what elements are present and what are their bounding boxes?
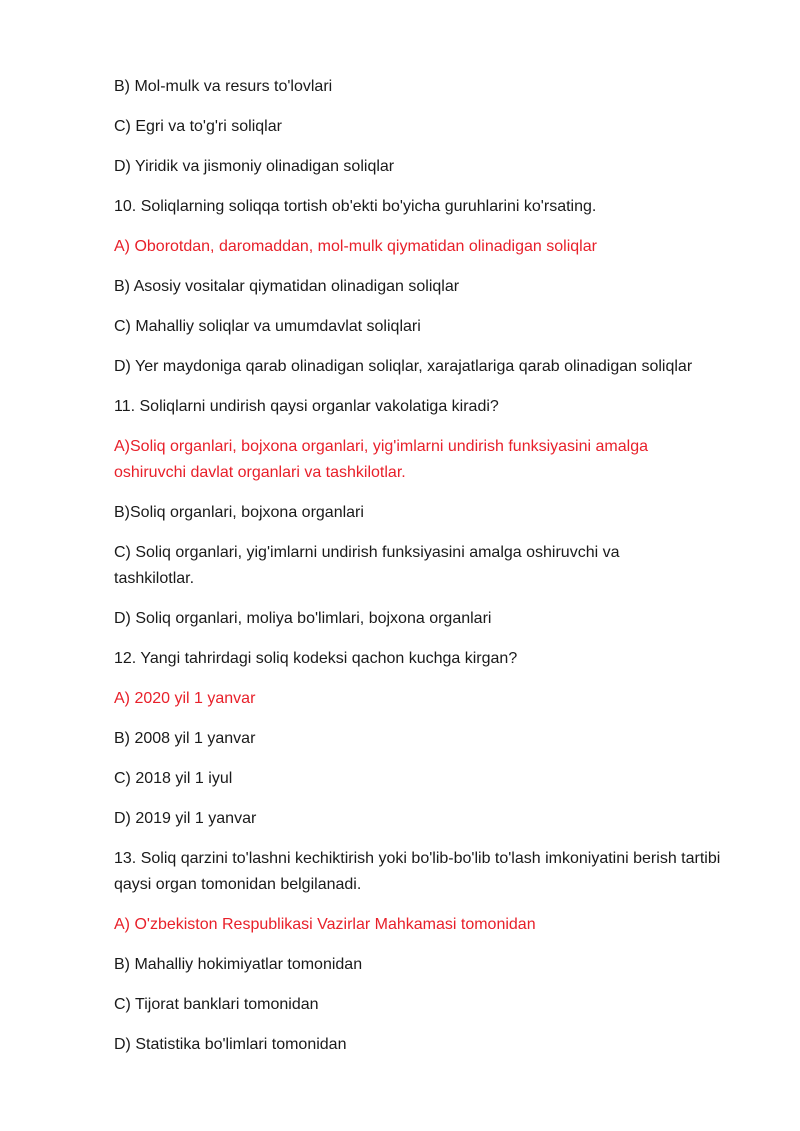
answer-option-11b: B)Soliq organlari, bojxona organlari [114, 504, 364, 521]
answer-option-13c: C) Tijorat banklari tomonidan [114, 996, 319, 1013]
document-body [114, 74, 746, 1072]
answer-option-12b: B) 2008 yil 1 yanvar [114, 730, 256, 747]
question-11: 11. Soliqlarni undirish qaysi organlar vakolatiga kiradi? [114, 398, 499, 415]
question-10: 10. Soliqlarning soliqqa tortish ob'ekti bo'yicha guruhlarini ko'rsating. [114, 198, 597, 215]
correct-answer-13a: A) O'zbekiston Respublikasi Vazirlar Mahkamasi tomonidan [114, 916, 536, 933]
answer-option-11c: C) Soliq organlari, yig'imlarni undirish funksiyasini amalga oshiruvchi va tashkilotlar. [114, 544, 620, 587]
answer-option-10d: D) Yer maydoniga qarab olinadigan soliqlar, xarajatlariga qarab olinadigan soliqlar [114, 358, 693, 375]
correct-answer-10a: A) Oborotdan, daromaddan, mol-mulk qiymatidan olinadigan soliqlar [114, 238, 597, 255]
answer-option-13b: B) Mahalliy hokimiyatlar tomonidan [114, 956, 363, 973]
answer-option-11d: D) Soliq organlari, moliya bo'limlari, bojxona organlari [114, 610, 492, 627]
answer-option-13d: D) Statistika bo'limlari tomonidan [114, 1036, 347, 1053]
correct-answer-11a: A)Soliq organlari, bojxona organlari, yig'imlarni undirish funksiyasini amalga oshiruvchi davlat organlari va tashkilotlar. [114, 438, 648, 481]
question-12: 12. Yangi tahrirdagi soliq kodeksi qachon kuchga kirgan? [114, 650, 518, 667]
answer-option-10b: B) Asosiy vositalar qiymatidan olinadigan soliqlar [114, 278, 460, 295]
answer-option-12c: C) 2018 yil 1 iyul [114, 770, 233, 787]
correct-answer-12a: A) 2020 yil 1 yanvar [114, 690, 256, 707]
answer-option-9d: D) Yiridik va jismoniy olinadigan soliqlar [114, 158, 395, 175]
answer-option-9c: C) Egri va to'g'ri soliqlar [114, 118, 282, 135]
answer-option-10c: C) Mahalliy soliqlar va umumdavlat soliqlari [114, 318, 421, 335]
answer-option-12d: D) 2019 yil 1 yanvar [114, 810, 257, 827]
question-13: 13. Soliq qarzini to'lashni kechiktirish yoki bo'lib-bo'lib to'lash imkoniyatini berish tartibi qaysi organ tomonidan belgilanadi. [114, 850, 721, 893]
answer-option-9b: B) Mol-mulk va resurs to'lovlari [114, 78, 333, 95]
